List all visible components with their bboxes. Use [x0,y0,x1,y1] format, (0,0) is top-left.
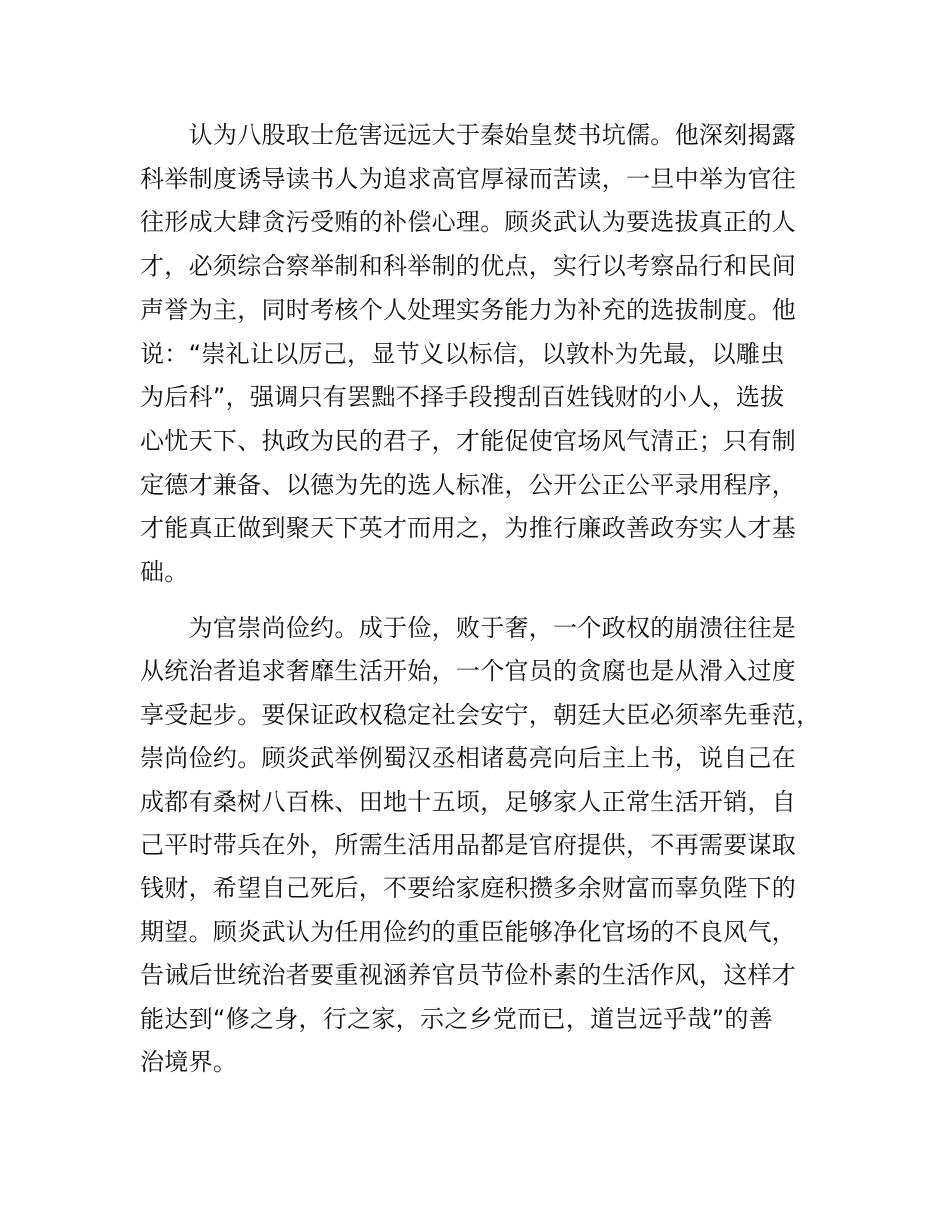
text-line: 才，必须综合察举制和科举制的优点，实行以考察品行和民间 [140,252,797,281]
text-line: 础。 [140,558,189,586]
text-line: 往形成大肆贪污受贿的补偿心理。顾炎武认为要选拔真正的人 [140,208,797,237]
text-line: 己平时带兵在外，所需生活用品都是官府提供，不再需要谋取 [140,831,797,859]
text-line: 从统治者追求奢靡生活开始，一个官员的贪腐也是从滑入过度 [140,657,797,686]
text-line: 治境界。 [140,1048,238,1076]
text-line: 才能真正做到聚天下英才而用之，为推行廉政善政夯实人才基 [140,514,797,543]
text-line: 为官崇尚俭约。成于俭，败于奢，一个政权的崩溃往往是 [140,614,797,642]
text-line: 心忧天下、执政为民的君子，才能促使官场风气清正；只有制 [140,426,797,455]
text-line: 享受起步。要保证政权稳定社会安宁，朝廷大臣必须率先垂范， [140,700,821,729]
text-line: 定德才兼备、以德为先的选人标准，公开公正公平录用程序， [140,470,797,499]
text-line: 声誉为主，同时考核个人处理实务能力为补充的选拔制度。他 [140,295,797,324]
text-line: 科举制度诱导读书人为追求高官厚禄而苦读，一旦中举为官往 [140,164,797,193]
text-line: 钱财，希望自己死后，不要给家庭积攒多余财富而辜负陛下的 [140,874,797,903]
text-line: 为后科”，强调只有罢黜不择手段搜刮百姓钱财的小人，选拔 [140,383,785,412]
text-line: 期望。顾炎武认为任用俭约的重臣能够净化官场的不良风气， [140,917,797,946]
text-line: 成都有桑树八百株、田地十五顷，足够家人正常生活开销，自 [140,787,797,816]
text-line: 能达到“修之身，行之家，示之乡党而已，道岂远乎哉”的善 [140,1004,773,1033]
text-line: 告诫后世统治者要重视涵养官员节俭朴素的生活作风，这样才 [140,961,797,990]
text-line: 认为八股取士危害远远大于秦始皇焚书坑儒。他深刻揭露 [140,121,797,149]
text-line: 崇尚俭约。顾炎武举例蜀汉丞相诸葛亮向后主上书，说自己在 [140,744,797,773]
text-line: 说：“崇礼让以厉己，显节义以标信，以敦朴为先最，以雕虫 [140,339,785,368]
